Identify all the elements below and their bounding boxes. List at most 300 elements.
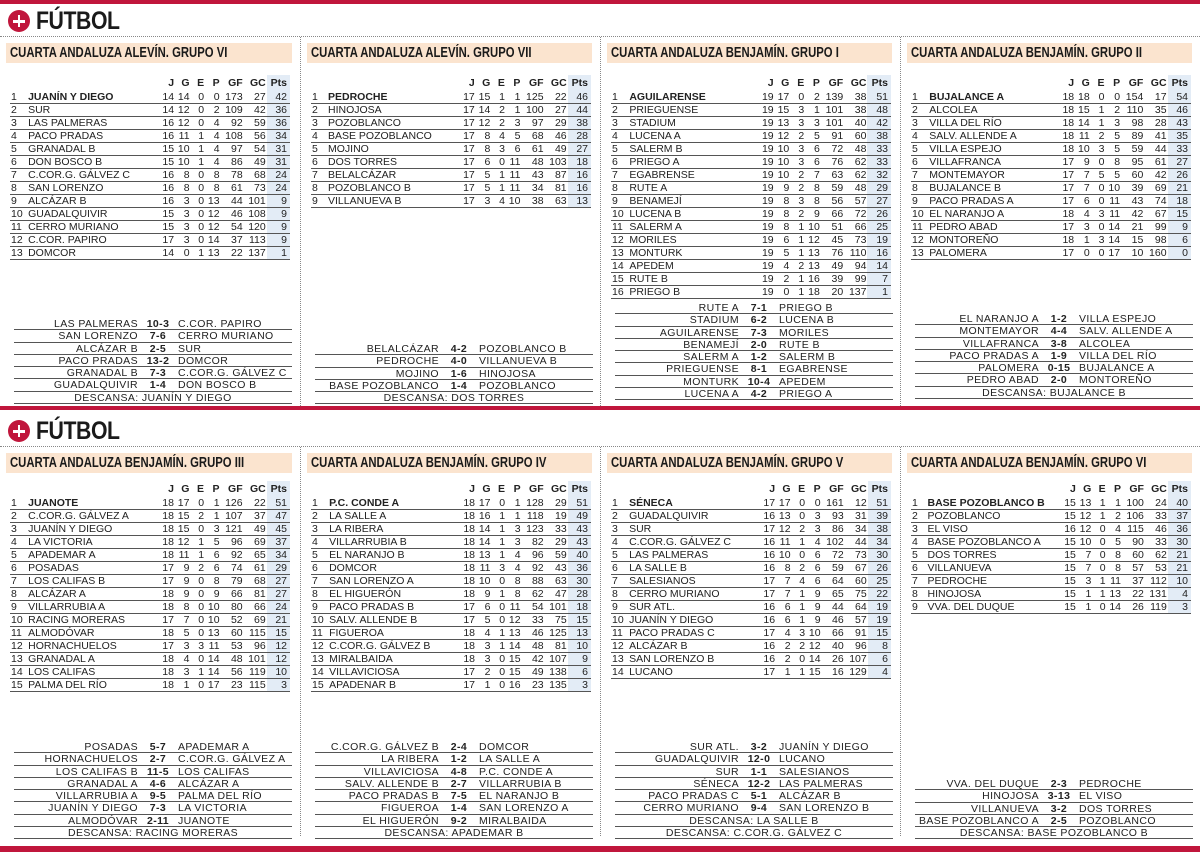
won: 5 bbox=[175, 627, 191, 640]
match-score: 2-4 bbox=[450, 741, 468, 753]
drawn: 1 bbox=[492, 536, 507, 549]
goals-against: 66 bbox=[244, 601, 267, 614]
won: 10 bbox=[175, 156, 191, 169]
match-score: 1-4 bbox=[450, 802, 468, 815]
goals-for: 26 bbox=[1122, 601, 1145, 614]
team-name: BASE POZOBLANCO B bbox=[927, 497, 1062, 510]
drawn: 2 bbox=[190, 510, 205, 523]
header-team bbox=[328, 481, 460, 497]
home-team: PEDROCHE bbox=[376, 355, 439, 368]
column-header: J bbox=[468, 77, 475, 89]
won: 15 bbox=[175, 523, 191, 536]
drawn: 2 bbox=[792, 640, 807, 653]
points: 33 bbox=[867, 143, 891, 156]
points: 21 bbox=[1168, 182, 1191, 195]
won: 11 bbox=[776, 536, 792, 549]
header-pos bbox=[911, 481, 927, 497]
position: 4 bbox=[311, 130, 327, 143]
goals-for: 139 bbox=[821, 91, 844, 104]
drawn: 0 bbox=[492, 601, 507, 614]
column-header: Pts bbox=[867, 75, 891, 91]
team-name: VILLA DEL RÍO bbox=[928, 117, 1059, 130]
team-name: GUADALQUIVIR bbox=[628, 510, 760, 523]
won: 13 bbox=[1077, 497, 1092, 510]
team-name: MONTOREÑO bbox=[928, 234, 1059, 247]
won: 3 bbox=[476, 640, 492, 653]
points: 21 bbox=[267, 614, 290, 627]
standings-row bbox=[311, 575, 591, 588]
points: 39 bbox=[868, 510, 891, 523]
team-name: EGABRENSE bbox=[628, 169, 759, 182]
won: 6 bbox=[476, 156, 492, 169]
away-team: DOMCOR bbox=[178, 354, 229, 367]
goals-against: 131 bbox=[1145, 588, 1168, 601]
top-red-bar bbox=[0, 0, 1200, 4]
won: 3 bbox=[175, 208, 191, 221]
points: 21 bbox=[1168, 549, 1191, 562]
lost: 11 bbox=[1107, 575, 1122, 588]
match-score: 2-5 bbox=[1050, 814, 1068, 827]
played: 18 bbox=[1060, 234, 1076, 247]
home-team: PACO PRADAS C bbox=[648, 790, 739, 803]
match-result bbox=[615, 753, 893, 765]
goals-against: 38 bbox=[844, 104, 867, 117]
points: 8 bbox=[868, 640, 891, 653]
drawn: 3 bbox=[491, 143, 506, 156]
played: 17 bbox=[460, 679, 476, 692]
away-team: PRIEGO B bbox=[779, 302, 833, 314]
played: 19 bbox=[759, 117, 775, 130]
group-panel bbox=[300, 37, 600, 406]
played: 18 bbox=[460, 588, 476, 601]
standings-row bbox=[611, 260, 891, 273]
match-score: 7-3 bbox=[149, 367, 167, 380]
played: 14 bbox=[160, 247, 176, 260]
drawn: 1 bbox=[492, 588, 507, 601]
played: 16 bbox=[761, 614, 777, 627]
group-title: CUARTA ANDALUZA BENJAMÍN. GRUPO V bbox=[611, 455, 844, 471]
won: 14 bbox=[1075, 117, 1091, 130]
match-result bbox=[615, 766, 893, 778]
goals-against: 101 bbox=[545, 601, 568, 614]
goals-for: 109 bbox=[221, 104, 244, 117]
lost: 1 bbox=[205, 510, 221, 523]
standings-row bbox=[311, 104, 591, 117]
drawn: 0 bbox=[492, 575, 507, 588]
lost: 5 bbox=[805, 130, 821, 143]
column-header: G bbox=[781, 77, 790, 89]
team-name: PALMA DEL RÍO bbox=[27, 679, 159, 692]
team-name: SALERM A bbox=[628, 221, 759, 234]
position: 2 bbox=[311, 104, 327, 117]
position: 9 bbox=[611, 195, 628, 208]
away-team: LUCENA B bbox=[779, 314, 835, 327]
drawn: 3 bbox=[492, 562, 507, 575]
match-result bbox=[615, 802, 893, 814]
lost: 14 bbox=[1106, 234, 1122, 247]
standings-row bbox=[10, 627, 290, 640]
goals-for: 61 bbox=[221, 182, 244, 195]
drawn: 2 bbox=[190, 562, 205, 575]
column-header: GF bbox=[1128, 77, 1144, 89]
lost: 13 bbox=[506, 627, 522, 640]
position: 5 bbox=[311, 549, 328, 562]
position: 12 bbox=[311, 640, 328, 653]
standings-row bbox=[611, 549, 891, 562]
lost: 6 bbox=[506, 143, 522, 156]
goals-against: 108 bbox=[244, 208, 267, 221]
home-team: HORNACHUELOS bbox=[44, 753, 138, 766]
position: 12 bbox=[10, 640, 27, 653]
drawn: 1 bbox=[191, 156, 206, 169]
match-score: 3-13 bbox=[1047, 790, 1071, 803]
points: 16 bbox=[867, 247, 891, 260]
rest-team: DESCANSA: RACING MORERAS bbox=[67, 827, 239, 840]
goals-for: 110 bbox=[1121, 104, 1144, 117]
points: 49 bbox=[568, 510, 591, 523]
standings-row bbox=[911, 117, 1191, 130]
played: 17 bbox=[460, 666, 476, 679]
goals-against: 137 bbox=[844, 286, 867, 299]
played: 19 bbox=[759, 195, 775, 208]
played: 17 bbox=[460, 169, 476, 182]
home-team: BELALCÁZAR bbox=[366, 343, 439, 355]
goals-for: 76 bbox=[821, 156, 844, 169]
position: 14 bbox=[611, 260, 628, 273]
goals-for: 101 bbox=[821, 117, 844, 130]
match-score: 1-6 bbox=[450, 367, 468, 380]
team-name: JUANOTE bbox=[27, 497, 159, 510]
goals-against: 31 bbox=[845, 510, 868, 523]
played: 19 bbox=[759, 130, 775, 143]
goals-for: 72 bbox=[821, 143, 844, 156]
won: 6 bbox=[776, 614, 792, 627]
match-result bbox=[615, 363, 893, 375]
position: 6 bbox=[911, 562, 927, 575]
lost: 3 bbox=[506, 536, 522, 549]
lost: 0 bbox=[806, 497, 822, 510]
position: 15 bbox=[10, 679, 27, 692]
won: 5 bbox=[775, 247, 791, 260]
standings-row bbox=[611, 247, 891, 260]
lost: 2 bbox=[1107, 510, 1122, 523]
position: 9 bbox=[311, 195, 327, 208]
goals-for: 76 bbox=[821, 247, 844, 260]
won: 1 bbox=[476, 679, 492, 692]
position: 2 bbox=[611, 510, 628, 523]
points: 27 bbox=[1168, 156, 1191, 169]
won: 11 bbox=[175, 130, 191, 143]
match-score: 2-7 bbox=[149, 753, 167, 766]
lost: 8 bbox=[805, 182, 821, 195]
won: 2 bbox=[775, 273, 791, 286]
won: 7 bbox=[175, 614, 191, 627]
played: 19 bbox=[759, 247, 775, 260]
group-title-bar bbox=[307, 43, 592, 63]
goals-for: 56 bbox=[821, 195, 844, 208]
header-team bbox=[27, 481, 159, 497]
position: 6 bbox=[611, 562, 628, 575]
away-team: VILLA ESPEJO bbox=[1079, 313, 1157, 325]
points: 3 bbox=[267, 679, 290, 692]
home-team: ALCÁZAR B bbox=[76, 342, 138, 355]
drawn: 1 bbox=[191, 143, 206, 156]
team-name: LA SALLE A bbox=[328, 510, 460, 523]
rest-team: DESCANSA: JUANÍN Y DIEGO bbox=[74, 391, 232, 404]
points: 10 bbox=[267, 666, 290, 679]
goals-for: 60 bbox=[1122, 549, 1145, 562]
standings-row bbox=[10, 91, 290, 104]
standings-row bbox=[611, 627, 891, 640]
points: 44 bbox=[568, 104, 591, 117]
won: 12 bbox=[175, 104, 191, 117]
away-team: VILLA DEL RÍO bbox=[1079, 349, 1157, 362]
standings-row bbox=[10, 221, 290, 234]
standings-row bbox=[10, 169, 290, 182]
home-team: HINOJOSA bbox=[982, 790, 1039, 803]
points: 29 bbox=[867, 182, 891, 195]
match-score: 2-3 bbox=[1050, 778, 1068, 790]
lost: 3 bbox=[506, 117, 522, 130]
rest-team-row bbox=[315, 392, 593, 404]
drawn: 0 bbox=[190, 627, 205, 640]
won: 15 bbox=[175, 510, 191, 523]
home-team: PRIEGUENSE bbox=[666, 363, 739, 376]
played: 15 bbox=[160, 143, 176, 156]
points: 10 bbox=[1168, 575, 1191, 588]
match-result bbox=[315, 790, 593, 802]
position: 9 bbox=[10, 601, 27, 614]
won: 8 bbox=[175, 182, 191, 195]
goals-for: 57 bbox=[1122, 562, 1145, 575]
position: 10 bbox=[611, 208, 628, 221]
home-team: FIGUEROA bbox=[380, 802, 439, 815]
goals-for: 86 bbox=[822, 523, 845, 536]
match-score: 2-5 bbox=[149, 342, 167, 355]
column-header: GF bbox=[1129, 483, 1144, 495]
match-result bbox=[14, 367, 292, 379]
drawn: 1 bbox=[492, 627, 507, 640]
team-name: ALMODÓVAR bbox=[27, 627, 159, 640]
won: 10 bbox=[775, 143, 791, 156]
played: 17 bbox=[761, 627, 777, 640]
goals-for: 16 bbox=[822, 666, 845, 679]
goals-for: 96 bbox=[221, 536, 244, 549]
goals-for: 38 bbox=[521, 195, 544, 208]
goals-against: 66 bbox=[844, 221, 867, 234]
column-header: P bbox=[812, 77, 820, 89]
match-result bbox=[915, 313, 1193, 325]
away-team: APEDEM bbox=[779, 375, 826, 388]
standings-header-row bbox=[311, 75, 591, 91]
lost: 13 bbox=[205, 627, 221, 640]
match-result bbox=[915, 803, 1193, 815]
played: 19 bbox=[759, 143, 775, 156]
away-team: EGABRENSE bbox=[779, 363, 848, 376]
team-name: PACO PRADAS C bbox=[628, 627, 760, 640]
played: 18 bbox=[460, 536, 476, 549]
drawn: 0 bbox=[1091, 182, 1106, 195]
standings-row bbox=[10, 614, 290, 627]
goals-against: 29 bbox=[545, 497, 568, 510]
lost: 5 bbox=[1106, 130, 1122, 143]
away-team: PRIEGO A bbox=[779, 388, 833, 401]
position: 4 bbox=[10, 536, 27, 549]
away-team: LA SALLE A bbox=[479, 753, 541, 766]
match-score: 1-2 bbox=[1050, 313, 1068, 325]
position: 5 bbox=[10, 143, 27, 156]
points: 15 bbox=[1168, 208, 1191, 221]
lost: 16 bbox=[805, 273, 821, 286]
points: 18 bbox=[568, 156, 591, 169]
drawn: 2 bbox=[1091, 130, 1106, 143]
lost: 3 bbox=[506, 523, 522, 536]
header-team bbox=[27, 75, 159, 91]
standings-row bbox=[311, 523, 591, 536]
results-list bbox=[14, 318, 292, 404]
points: 13 bbox=[568, 627, 591, 640]
played: 17 bbox=[460, 91, 476, 104]
lost: 0 bbox=[205, 91, 221, 104]
team-name: MORILES bbox=[628, 234, 759, 247]
lost: 12 bbox=[806, 640, 822, 653]
played: 18 bbox=[1060, 91, 1076, 104]
lost: 12 bbox=[205, 221, 221, 234]
home-team: LA RIBERA bbox=[381, 753, 439, 766]
played: 17 bbox=[761, 497, 777, 510]
lost: 4 bbox=[506, 562, 522, 575]
group-title: CUARTA ANDALUZA BENJAMÍN. GRUPO IV bbox=[311, 455, 547, 471]
match-score: 2-0 bbox=[750, 338, 768, 351]
drawn: 2 bbox=[491, 104, 506, 117]
team-name: VILLAVICIOSA bbox=[328, 666, 460, 679]
points: 24 bbox=[267, 601, 290, 614]
goals-for: 66 bbox=[822, 627, 845, 640]
drawn: 4 bbox=[792, 575, 807, 588]
home-team: SALERM A bbox=[683, 351, 739, 364]
match-result bbox=[14, 330, 292, 342]
match-result bbox=[615, 302, 893, 314]
goals-for: 44 bbox=[822, 601, 845, 614]
header-pos bbox=[611, 481, 628, 497]
match-score: 7-1 bbox=[750, 302, 768, 314]
standings-row bbox=[10, 523, 290, 536]
match-score: 3-2 bbox=[750, 741, 768, 753]
standings-row bbox=[611, 497, 891, 510]
won: 7 bbox=[1077, 549, 1092, 562]
lost: 2 bbox=[1106, 104, 1122, 117]
position: 13 bbox=[611, 247, 628, 260]
match-result bbox=[615, 327, 893, 339]
drawn: 0 bbox=[1091, 221, 1106, 234]
match-score: 0-15 bbox=[1047, 362, 1071, 375]
away-team: SAN LORENZO B bbox=[779, 802, 870, 815]
drawn: 2 bbox=[790, 260, 805, 273]
drawn: 0 bbox=[792, 549, 807, 562]
played: 18 bbox=[159, 549, 175, 562]
played: 17 bbox=[761, 588, 777, 601]
home-team: VILLAFRANCA bbox=[962, 337, 1039, 350]
match-score: 1-4 bbox=[149, 379, 167, 392]
lost: 14 bbox=[1107, 601, 1122, 614]
goals-for: 23 bbox=[522, 679, 545, 692]
goals-against: 115 bbox=[244, 679, 267, 692]
column-header: E bbox=[498, 483, 506, 495]
won: 1 bbox=[1075, 234, 1091, 247]
match-result bbox=[915, 362, 1193, 374]
standings-row bbox=[611, 169, 891, 182]
position: 7 bbox=[10, 169, 27, 182]
won: 8 bbox=[175, 169, 191, 182]
column-header: J bbox=[769, 483, 776, 495]
standings-row bbox=[911, 182, 1191, 195]
played: 15 bbox=[1061, 549, 1076, 562]
position: 1 bbox=[611, 497, 628, 510]
match-result bbox=[315, 368, 593, 380]
home-team: SALV. ALLENDE B bbox=[344, 777, 439, 790]
match-score: 7-5 bbox=[450, 790, 468, 803]
goals-for: 72 bbox=[822, 549, 845, 562]
standings-row bbox=[911, 549, 1191, 562]
goals-for: 33 bbox=[522, 614, 545, 627]
points: 37 bbox=[1168, 510, 1191, 523]
column-header: Pts bbox=[267, 481, 290, 497]
away-team: HINOJOSA bbox=[479, 367, 536, 380]
drawn: 2 bbox=[790, 130, 805, 143]
position: 14 bbox=[611, 666, 628, 679]
home-team: GUADALQUIVIR bbox=[654, 753, 739, 766]
lost: 9 bbox=[806, 614, 822, 627]
played: 19 bbox=[759, 91, 775, 104]
goals-against: 74 bbox=[1144, 195, 1167, 208]
goals-against: 98 bbox=[1144, 234, 1167, 247]
lost: 8 bbox=[1107, 562, 1122, 575]
goals-against: 59 bbox=[545, 549, 568, 562]
position: 9 bbox=[611, 601, 628, 614]
won: 3 bbox=[476, 653, 492, 666]
goals-against: 33 bbox=[1145, 510, 1168, 523]
won: 6 bbox=[1075, 195, 1091, 208]
team-name: LAS PALMERAS bbox=[628, 549, 760, 562]
column-header: E bbox=[1098, 483, 1106, 495]
goals-against: 91 bbox=[845, 627, 868, 640]
goals-against: 68 bbox=[244, 575, 267, 588]
points: 33 bbox=[867, 156, 891, 169]
played: 17 bbox=[1060, 169, 1076, 182]
team-name: PEDROCHE bbox=[927, 575, 1062, 588]
goals-against: 42 bbox=[244, 104, 267, 117]
team-name: VILLANUEVA B bbox=[327, 195, 460, 208]
position: 3 bbox=[10, 523, 27, 536]
won: 10 bbox=[1077, 536, 1092, 549]
played: 16 bbox=[160, 195, 176, 208]
match-result bbox=[14, 355, 292, 367]
team-name: APADEMAR A bbox=[27, 549, 159, 562]
points: 25 bbox=[868, 575, 891, 588]
drawn: 0 bbox=[790, 91, 805, 104]
home-team: JUANÍN Y DIEGO bbox=[48, 802, 138, 815]
goals-against: 57 bbox=[844, 195, 867, 208]
goals-against: 67 bbox=[1144, 208, 1167, 221]
column-header: E bbox=[798, 483, 806, 495]
group-panel bbox=[0, 447, 300, 840]
drawn: 0 bbox=[190, 523, 205, 536]
standings-row bbox=[911, 588, 1191, 601]
goals-against: 115 bbox=[244, 627, 267, 640]
team-name: BUJALANCE A bbox=[928, 91, 1059, 104]
goals-against: 137 bbox=[244, 247, 267, 260]
lost: 11 bbox=[506, 169, 522, 182]
